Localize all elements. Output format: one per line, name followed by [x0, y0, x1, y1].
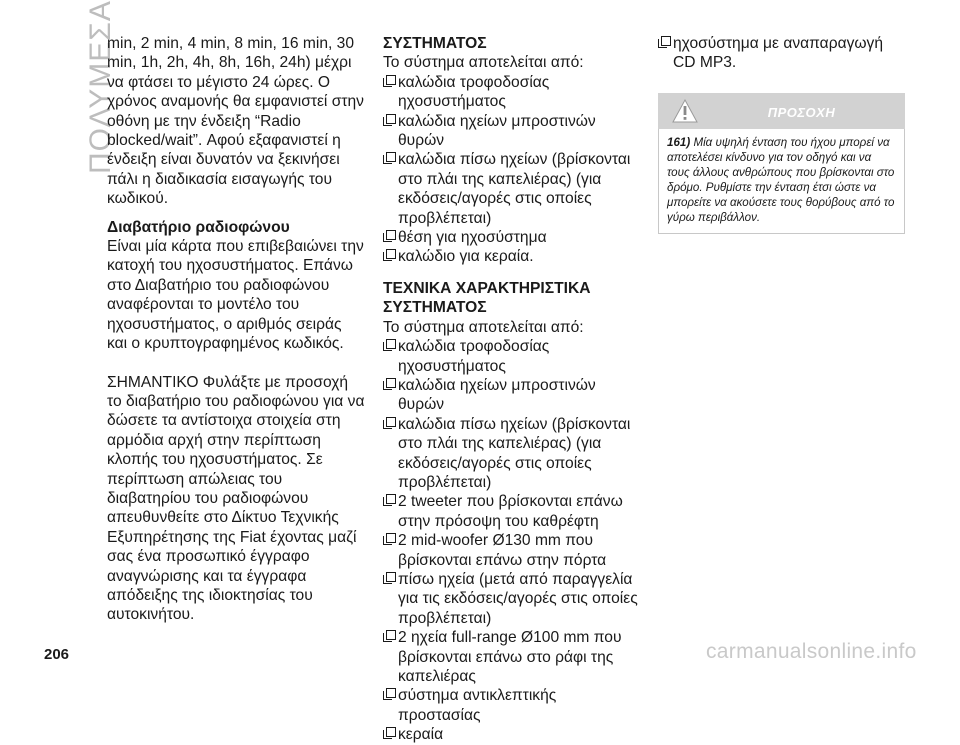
footer-watermark: carmanualsonline.info	[706, 640, 917, 663]
column-3	[658, 34, 908, 234]
column-1	[107, 34, 365, 625]
paragraph-important: ΣΗΜΑΝΤΙΚΟ Φυλάξτε με προσοχή το διαβατήριο του ραδιοφώνου για να δώσετε τα αντίστοιχα στοιχεία στη αρμόδια αρχή στην περίπτωση κλοπής του ηχοσυστήματος. Σε περίπτωση απώλειας του διαβατηρίου του ραδιοφώνου απευθυνθείτε στο Δίκτυο Τεχνικής Εξυπηρέτησης της Fiat έχοντας μαζί σας ένα προσωπικό έγγραφο αναγνώρισης και τα έγγραφα απόδειξης της ιδιοκτησίας του αυτοκινήτου.	[107, 373, 365, 624]
checkbox-bullet-icon	[383, 497, 392, 506]
checkbox-bullet-icon	[383, 252, 392, 261]
system-list	[383, 73, 641, 267]
checkbox-bullet-icon	[383, 78, 392, 87]
list-item: σύστημα αντικλεπτικής προστασίας	[383, 686, 641, 725]
list-item: καλώδια πίσω ηχείων (βρίσκονται στο πλάι της καπελιέρας) (για εκδόσεις/αγορές στις οποίες προβλέπεται)	[383, 150, 641, 228]
technical-list	[383, 337, 641, 745]
list-item: πίσω ηχεία (μετά από παραγγελία για τις εκδόσεις/αγορές στις οποίες προβλέπεται)	[383, 570, 641, 628]
heading-radio-passport: Διαβατήριο ραδιοφώνου	[107, 218, 290, 236]
list-item: 2 ηχεία full-range Ø100 mm που βρίσκονται επάνω στο ράφι της καπελιέρας	[383, 628, 641, 686]
checkbox-bullet-icon	[383, 691, 392, 700]
checkbox-bullet-icon	[383, 730, 392, 739]
heading-technical-line2: ΣΥΣΤΗΜΑΤΟΣ	[383, 299, 487, 317]
checkbox-bullet-icon	[383, 342, 392, 351]
section-tab-label: ΠΟΛΥΜΕΣΑ	[84, 0, 117, 174]
checkbox-bullet-icon	[383, 633, 392, 642]
checkbox-bullet-icon	[383, 381, 392, 390]
list-item: 2 tweeter που βρίσκονται επάνω στην πρόσοψη του καθρέφτη	[383, 492, 641, 531]
heading-technical-line1: ΤΕΧΝΙΚΑ ΧΑΡΑΚΤΗΡΙΣΤΙΚΑ	[383, 279, 591, 297]
checkbox-bullet-icon	[383, 155, 392, 164]
list-item: κεραία	[383, 725, 641, 744]
list-item: καλώδια τροφοδοσίας ηχοσυστήματος	[383, 337, 641, 376]
section-tab	[44, 0, 117, 174]
list-item: καλώδια πίσω ηχείων (βρίσκονται στο πλάι της καπελιέρας) (για εκδόσεις/αγορές στις οποίες προβλέπεται)	[383, 415, 641, 493]
checkbox-bullet-icon	[658, 39, 667, 48]
warning-body	[658, 129, 905, 234]
list-item: θέση για ηχοσύστημα	[383, 228, 641, 247]
paragraph-radio-passport: Είναι μία κάρτα που επιβεβαιώνει την κατοχή του ηχοσυστήματος. Επάνω στο Διαβατήριο του ραδιοφώνου αναφέρονται το μοντέλο του ηχοσυστήματος, ο αριθμός σειράς και ο κρυπτογραφημένος κωδικός.	[107, 238, 364, 353]
list-item: καλώδια ηχείων μπροστινών θυρών	[383, 376, 641, 415]
checkbox-bullet-icon	[383, 117, 392, 126]
warning-text: Μία υψηλή ένταση του ήχου μπορεί να αποτελέσει κίνδυνο για τον οδηγό και να τους άλλους ανθρώπους που βρίσκονται στο δρόμο. Ρυθμίστε την ένταση έτσι ώστε να μπορείτε να ακούσετε τους θορύβους από το γύρω περιβάλλον.	[667, 135, 895, 224]
list-item: 2 mid-woofer Ø130 mm που βρίσκονται επάνω στην πόρτα	[383, 531, 641, 570]
list-item: καλώδια ηχείων μπροστινών θυρών	[383, 112, 641, 151]
warning-header	[658, 93, 905, 129]
list-item: καλώδια τροφοδοσίας ηχοσυστήματος	[383, 73, 641, 112]
checkbox-bullet-icon	[383, 233, 392, 242]
warning-box	[658, 93, 905, 234]
list-item: ηχοσύστημα με αναπαραγωγή CD MP3.	[658, 34, 908, 73]
technical-intro: Το σύστημα αποτελείται από:	[383, 318, 584, 336]
checkbox-bullet-icon	[383, 536, 392, 545]
list-item: καλώδιο για κεραία.	[383, 247, 641, 266]
checkbox-bullet-icon	[383, 575, 392, 584]
heading-system: ΣΥΣΤΗΜΑΤΟΣ	[383, 35, 487, 52]
system-intro: Το σύστημα αποτελείται από:	[383, 54, 584, 72]
page-number: 206	[44, 646, 70, 663]
warning-number: 161)	[667, 135, 691, 149]
warning-title: ΠΡΟΣΟΧΗ	[767, 104, 836, 120]
checkbox-bullet-icon	[383, 420, 392, 429]
paragraph-wait-times: min, 2 min, 4 min, 8 min, 16 min, 30 min, 1h, 2h, 4h, 8h, 16h, 24h) μέχρι να φτάσει το μέγιστο 24 ώρες. Ο χρόνος αναμονής θα εμφανιστεί στην οθόνη με την ένδειξη “Radio blocked/wait”. Αφού εξαφανιστεί η ένδειξη είναι δυνατόν να ξεκινήσει πάλι η διαδικασία εισαγωγής του κωδικού.	[107, 35, 364, 208]
column-2	[383, 34, 641, 745]
